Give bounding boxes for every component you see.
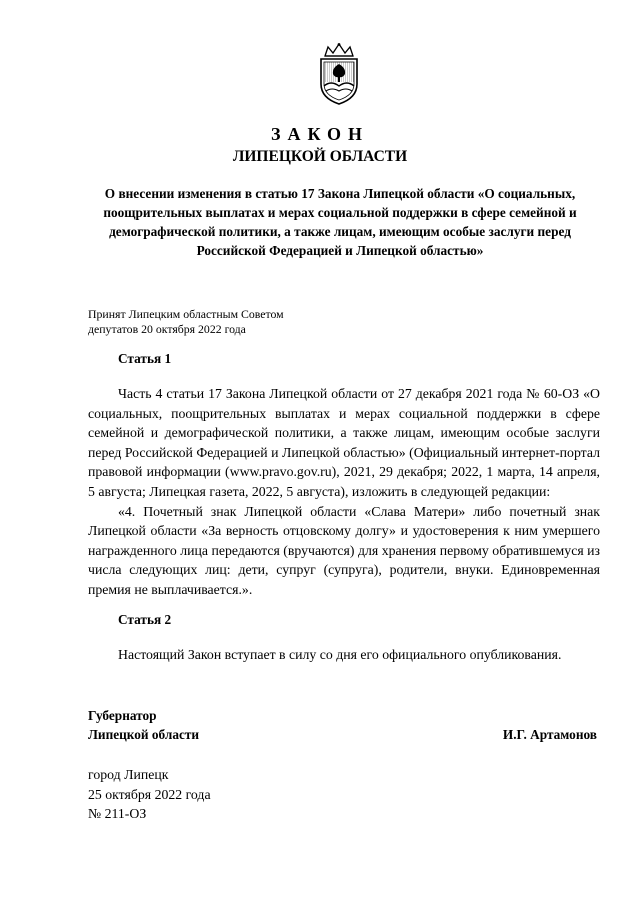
article-2-paragraph: Настоящий Закон вступает в силу со дня его официального опубликования. xyxy=(118,647,562,662)
adoption-line-2: депутатов 20 октября 2022 года xyxy=(88,322,246,336)
law-subject: О внесении изменения в статью 17 Закона Липецкой области «О социальных, поощрительных выплатах и мерах социальной поддержки в сфере семейной и демографической политики, а также лицам, имеющим особые заслуги перед Российской Федерацией и Липецкой областью» xyxy=(103,186,577,258)
article-1-paragraph-2: «4. Почетный знак Липецкой области «Слава Матери» либо почетный знак Липецкой области «За верность отцовскому долгу» и удостоверения к ним умершего награжденного лица передаются (вручаются) для хранения первому обратившемуся из числа следующих лиц: дети, супруг (супруга), родители, внуки. Единовременная премия не выплачивается.». xyxy=(88,503,600,597)
footer-city: город Липецк xyxy=(88,767,169,782)
article-1-body xyxy=(88,384,600,600)
adoption-note xyxy=(88,307,388,337)
signatory-position xyxy=(88,706,199,744)
article-1-title: Статья 1 xyxy=(118,351,172,366)
document-footer xyxy=(88,765,211,824)
article-1-paragraph-1: Часть 4 статьи 17 Закона Липецкой области от 27 декабря 2021 года № 60-ОЗ «О социальных, поощрительных выплатах и мерах социальной поддержки в сфере семейной и демографической политики, а также лицам, имеющим особые заслуги перед Российской Федерацией и Липецкой областью» (Официальный интернет-портал правовой информации (www.pravo.gov.ru), 2021, 29 декабря; 2022, 1 марта, 14 апреля, 5 августа; Липецкая газета, 2022, 5 августа), изложить в следующей редакции: xyxy=(88,386,600,499)
article-2-body xyxy=(88,645,600,665)
footer-date: 25 октября 2022 года xyxy=(88,786,211,802)
document-title: ЗАКОН xyxy=(270,124,370,144)
signatory-position-line-1: Губернатор xyxy=(88,708,157,723)
footer-number: № 211-ОЗ xyxy=(88,806,147,822)
adoption-line-1: Принят Липецким областным Советом xyxy=(88,307,284,321)
signatory-name: И.Г. Артамонов xyxy=(502,727,597,742)
region-name: ЛИПЕЦКОЙ ОБЛАСТИ xyxy=(232,148,408,165)
coat-of-arms-icon xyxy=(313,42,365,106)
article-2-title: Статья 2 xyxy=(118,612,172,627)
signatory-position-line-2: Липецкой области xyxy=(88,727,200,742)
